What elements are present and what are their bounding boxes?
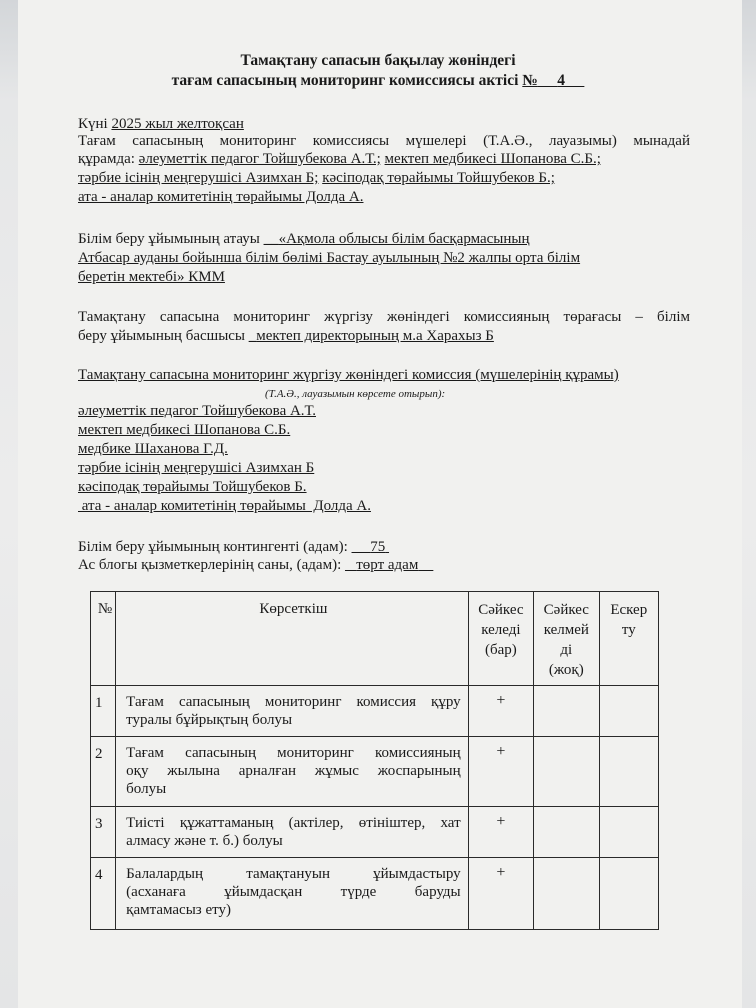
row-indicator-line: Тағам сапасының мониторинг комиссияның [126, 745, 461, 761]
row-num: 2 [91, 737, 116, 807]
member-item-2: мектеп медбикесі Шопанова С.Б.; [384, 151, 601, 167]
staff-line [78, 556, 433, 574]
members-line3 [78, 169, 555, 187]
table-row [91, 737, 659, 807]
row-indicator-line: Тиісті құжаттаманың (актілер, өтініштер, хат [126, 815, 461, 831]
row-note [599, 807, 658, 858]
act-number-label: № [522, 72, 538, 89]
header-no-line: келмей [543, 622, 589, 638]
chairman-value: _мектеп директорының м.а Харахыз Б [248, 328, 494, 344]
header-yes-line: Сәйкес [478, 602, 524, 618]
row-no-mark [534, 686, 599, 737]
commission-member-4: тәрбие ісінің меңгерушісі Азимхан Б [78, 460, 315, 476]
row-indicator-line: болуы [126, 781, 167, 797]
date-label: Күні [78, 116, 108, 132]
header-note-line: Ескер [610, 602, 648, 618]
row-indicator-line: алмасу және т. б.) болуы [126, 833, 283, 849]
table-row [91, 807, 659, 858]
header-no-line: Сәйкес [543, 602, 589, 618]
document-title-line2 [0, 72, 756, 90]
organization-name-text-1: «Ақмола облысы білім басқармасының [278, 231, 530, 247]
header-note [599, 592, 658, 686]
organization-label: Білім беру ұйымының атауы [78, 231, 260, 247]
commission-member-3: медбике Шаханова Г.Д. [78, 441, 228, 457]
row-indicator-line: оқу жылына арналған жұмыс жоспарының [126, 763, 461, 779]
organization-name-1: __«Ақмола облысы білім басқармасының [263, 231, 530, 247]
header-yes [468, 592, 533, 686]
staff-number: төрт адам [356, 557, 419, 573]
member-item-1: әлеуметтік педагог Тойшубекова А.Т.; [138, 151, 381, 167]
table-header-row [91, 592, 659, 686]
header-no-line: ді [560, 642, 573, 658]
members-line4 [78, 188, 363, 206]
row-num: 3 [91, 807, 116, 858]
date-line [78, 115, 244, 133]
row-yes-mark: + [468, 807, 533, 858]
act-number-field [522, 72, 584, 89]
row-indicator-line: туралы бұйрықтың болуы [126, 712, 293, 728]
header-no-line: (жоқ) [548, 662, 584, 678]
row-no-mark [534, 737, 599, 807]
row-indicator [116, 737, 468, 807]
members-prefix: құрамда: [78, 151, 135, 167]
members-line2 [78, 150, 601, 168]
commission-member-6: ата - аналар комитетінің төрайымы Долда А. [78, 498, 371, 514]
commission-member-2: мектеп медбикесі Шопанова С.Б. [78, 422, 291, 438]
row-indicator-line: Тағам сапасының мониторинг комиссия құру [126, 694, 461, 710]
title-text: тағам сапасының мониторинг комиссиясы актісі [171, 72, 519, 89]
chairman-line1: Тамақтану сапасына мониторинг жүргізу жөніндегі комиссияның төрағасы – білім [78, 309, 690, 325]
chairman-line2 [78, 327, 494, 345]
table-row [91, 858, 659, 930]
row-indicator-line: Балалардың тамақтануын ұйымдастыру [126, 866, 461, 882]
row-num: 1 [91, 686, 116, 737]
contingent-line [78, 538, 389, 556]
row-indicator [116, 686, 468, 737]
chairman-label: беру ұйымының басшысы [78, 328, 246, 344]
commission-member-5: кәсіподақ төрайымы Тойшубеков Б. [78, 479, 307, 495]
contingent-label: Білім беру ұйымының контингенті (адам): [78, 539, 348, 555]
header-no [534, 592, 599, 686]
row-yes-mark: + [468, 686, 533, 737]
organization-name-2: Атбасар ауданы бойынша білім бөлімі Бастау ауылының №2 жалпы орта білім [78, 250, 581, 266]
row-no-mark [534, 807, 599, 858]
table-row [91, 686, 659, 737]
chairman-name: мектеп директорының м.а Харахыз Б [256, 328, 494, 344]
row-note [599, 686, 658, 737]
document-title-line1: Тамақтану сапасын бақылау жөніндегі [240, 52, 516, 69]
monitoring-table [90, 591, 659, 930]
staff-label: Ас блогы қызметкерлерінің саны, (адам): [78, 557, 342, 573]
header-num: № [91, 592, 116, 686]
row-no-mark [534, 858, 599, 930]
organization-name-3: беретін мектебі» КММ [78, 269, 225, 285]
member-item-4: кәсіподақ төрайымы Тойшубеков Б.; [322, 170, 555, 186]
act-number: 4 [557, 72, 565, 89]
row-indicator [116, 807, 468, 858]
header-note-line: ту [621, 622, 636, 638]
row-num: 4 [91, 858, 116, 930]
contingent-number: 75 [370, 539, 386, 555]
row-indicator [116, 858, 468, 930]
row-indicator-line: қамтамасыз ету) [126, 902, 231, 918]
header-yes-line: (бар) [484, 642, 517, 658]
members-intro: Тағам сапасының мониторинг комиссиясы мүшелері (Т.А.Ә., лауазымы) мынадай [78, 133, 690, 149]
row-indicator-line: (асханаға ұйымдасқан түрде баруды [126, 884, 461, 900]
row-note [599, 858, 658, 930]
row-yes-mark: + [468, 737, 533, 807]
commission-heading: Тамақтану сапасына мониторинг жүргізу жөніндегі комиссия (мүшелерінің құрамы) [78, 367, 619, 383]
contingent-value [352, 539, 390, 555]
commission-note: (Т.А.Ә., лауазымын көрсете отырып): [265, 388, 446, 400]
organization-line1 [78, 230, 530, 248]
header-indicator: Көрсеткіш [116, 592, 468, 686]
header-yes-line: келеді [481, 622, 521, 638]
row-note [599, 737, 658, 807]
member-item-3: тәрбие ісінің меңгерушісі Азимхан Б; [78, 170, 319, 186]
row-yes-mark: + [468, 858, 533, 930]
staff-value [345, 557, 433, 573]
member-item-5: ата - аналар комитетінің төрайымы Долда А. [78, 189, 364, 205]
commission-member-1: әлеуметтік педагог Тойшубекова А.Т. [78, 403, 316, 419]
date-value: 2025 жыл желтоқсан [111, 116, 244, 132]
